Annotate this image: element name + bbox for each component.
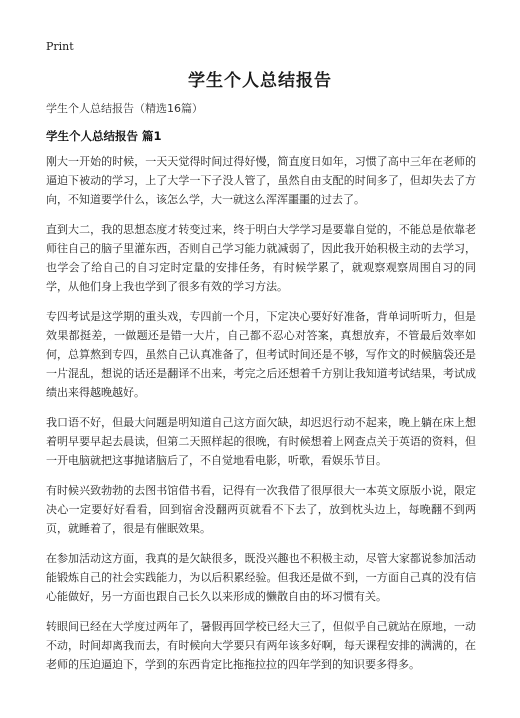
section-heading: 学生个人总结报告 篇1 bbox=[46, 129, 162, 143]
paragraph: 刚大一开始的时候，一天天觉得时间过得好慢，简直度日如年，习惯了高中三年在老师的逼迫下被动的学习，上了大学一下子没人管了，虽然自由支配的时间多了，但却失去了方向，不知道要学什么，该怎么学，大一就这么浑浑噩噩的过去了。 bbox=[46, 155, 476, 206]
document-subtitle: 学生个人总结报告（精选16篇） bbox=[46, 102, 203, 115]
paragraph: 直到大二，我的思想态度才转变过来，终于明白大学学习是要靠自觉的，不能总是依靠老师往自己的脑子里灌东西，否则自己学习能力就减弱了，因此我开始积极主动的去学习，也学会了给自己的自习定时定量的安排任务，有时候学累了，就观察观察周围自习的同学，从他们身上我也学到了很多有效的学习方法。 bbox=[46, 223, 476, 293]
article-body bbox=[46, 152, 476, 685]
page-title: 学生个人总结报告 bbox=[188, 71, 332, 91]
paragraph: 在参加活动这方面，我真的是欠缺很多，既没兴趣也不积极主动，尽管大家都说参加活动能锻炼自己的社会实践能力，为以后积累经验。但我还是做不到，一方面自己真的没有信心能做好，另一方面也跟自己长久以来形成的懒散自由的坏习惯有关。 bbox=[46, 552, 476, 603]
print-link[interactable]: Print bbox=[46, 40, 74, 53]
paragraph: 转眼间已经在大学度过两年了，暑假再回学校已经大三了，但似乎自己就站在原地，一动不动，时间却离我而去，有时候向大学要只有两年该多好啊，每天课程安排的满满的，在老师的压迫逼迫下，学到的东西肯定比拖拖拉拉的四年学到的知识要多得多。 bbox=[46, 620, 476, 671]
paragraph: 有时候兴致勃勃的去图书馆借书看，记得有一次我借了很厚很大一本英文原版小说，限定决心一定要好好看看，回到宿舍没翻两页就看不下去了，放到枕头边上，每晚翻不到两页，就睡着了，很是有催眠效果。 bbox=[46, 484, 476, 535]
paragraph: 我口语不好，但最大问题是明知道自己这方面欠缺，却迟迟行动不起来，晚上躺在床上想着明早要早起去晨读，但第二天照样起的很晚，有时候想着上网查点关于英语的资料，但一开电脑就把这事抛诸脑后了，不自觉地看电影，听歌，看娱乐节目。 bbox=[46, 416, 476, 467]
paragraph: 专四考试是这学期的重头戏，专四前一个月，下定决心要好好准备，背单词听听力，但是效果都挺差，一做题还是错一大片，自己都不忍心对答案，真想放弃，不管最后效率如何，总算熬到专四，虽然自己认真准备了，但考试时间还是不够，写作文的时候脑袋还是一片混乱，想说的话还是翻译不出来，考完之后还想着千方别让我知道考试结果，考试成绩出来得越晚越好。 bbox=[46, 310, 476, 399]
